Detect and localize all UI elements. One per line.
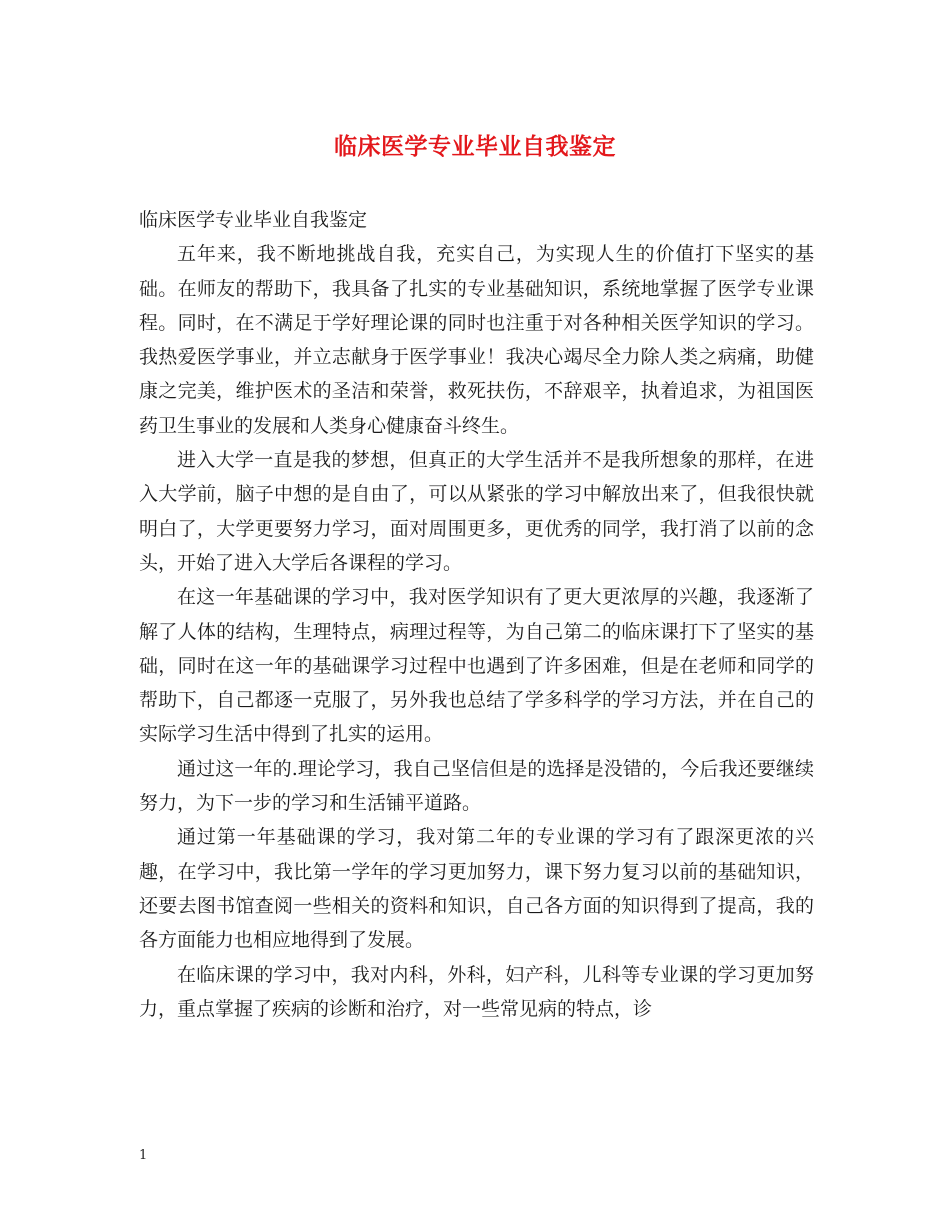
body-heading: 临床医学专业毕业自我鉴定: [139, 209, 368, 231]
paragraph: 通过这一年的.理论学习，我自己坚信但是的选择是没错的，今后我还要继续努力，为下一步的学习和生活铺平道路。: [139, 757, 814, 815]
paragraph: 五年来，我不断地挑战自我，充实自己，为实现人生的价值打下坚实的基础。在师友的帮助下，我具备了扎实的专业基础知识，系统地掌握了医学专业课程。同时，在不满足于学好理论课的同时也注重于对各种相关医学知识的学习。我热爱医学事业，并立志献身于医学事业！我决心竭尽全力除人类之病痛，助健康之完美，维护医术的圣洁和荣誉，救死扶伤，不辞艰辛，执着追求，为祖国医药卫生事业的发展和人类身心健康奋斗终生。: [139, 243, 814, 437]
paragraph: 进入大学一直是我的梦想，但真正的大学生活并不是我所想象的那样，在进入大学前，脑子中想的是自由了，可以从紧张的学习中解放出来了，但我很快就明白了，大学更要努力学习，面对周围更多，更优秀的同学，我打消了以前的念头，开始了进入大学后各课程的学习。: [139, 449, 814, 574]
document-body: [139, 203, 814, 1026]
paragraph: 通过第一年基础课的学习，我对第二年的专业课的学习有了跟深更浓的兴趣，在学习中，我比第一学年的学习更加努力，课下努力复习以前的基础知识，还要去图书馆查阅一些相关的资料和知识，自己各方面的知识得到了提高，我的各方面能力也相应地得到了发展。: [139, 826, 814, 952]
page-number: 1: [139, 1148, 148, 1163]
paragraph: 在临床课的学习中，我对内科，外科，妇产科，儿科等专业课的学习更加努力，重点掌握了疾病的诊断和治疗，对一些常见病的特点，诊: [139, 963, 814, 1020]
document-title: 临床医学专业毕业自我鉴定: [334, 134, 616, 160]
paragraph: 在这一年基础课的学习中，我对医学知识有了更大更浓厚的兴趣，我逐渐了解了人体的结构，生理特点，病理过程等，为自己第二的临床课打下了坚实的基础，同时在这一年的基础课学习过程中也遇到了许多困难，但是在老师和同学的帮助下，自己都逐一克服了，另外我也总结了学多科学的学习方法，并在自己的实际学习生活中得到了扎实的运用。: [139, 586, 814, 746]
